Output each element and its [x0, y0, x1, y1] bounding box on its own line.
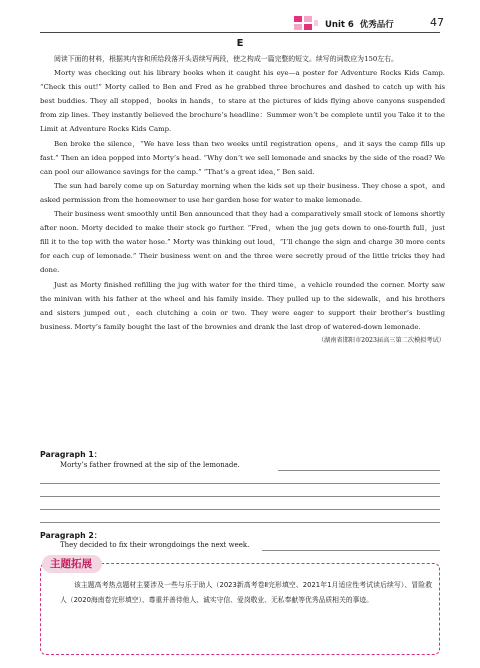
passage-paragraph: The sun had barely come up on Saturday morning when the kids set up their business. They chose a spot，and asked permission from the homeowner to use her garden hose for water to make lemonade. — [40, 181, 445, 204]
unit-label: Unit 6 — [325, 20, 354, 30]
unit-theme: 优秀品行 — [359, 20, 394, 30]
paragraph1-starter: Morty’s father frowned at the sip of the lemonade. — [60, 461, 240, 469]
writing-line[interactable] — [278, 470, 440, 471]
header-decoration-icon — [294, 16, 318, 30]
reading-passage — [40, 52, 445, 348]
theme-extension-box — [40, 563, 440, 655]
passage-paragraph: Ben broke the silence，“We have less than two weeks until registration opens，and it says the camp fills up fast.” Then an idea popped into Morty’s head. “Why don’t we sell lemonade and snacks by the side of the road? We can pool our allowance savings for the camp.” “That’s a great idea，” Ben said. — [40, 139, 445, 176]
writing-line[interactable] — [40, 483, 440, 484]
writing-line[interactable] — [40, 509, 440, 510]
running-header — [325, 18, 394, 30]
passage-paragraph: Morty was checking out his library books when it caught his eye—a poster for Adventure Rocks Kids Camp. “Check this out!” Morty called to Ben and Fred as he grabbed three brochures and dashed to catch up with his best buddies. They all stopped，books in hands，to stare at the pictures of kids flying above canyons suspended from zip lines. They instantly believed the brochure’s headline：Summer won’t be complete until you Take it to the Limit at Adventure Rocks Kids Camp. — [40, 69, 445, 134]
passage-paragraph: Just as Morty finished refilling the jug with water for the third time，a vehicle rounded the corner. Morty saw the minivan with his father at the wheel and his family inside. They pulled up to the sidewalk，and his brothers and sisters jumped out，each clutching a coin or two. They were eager to support their brother’s bustling business. Morty’s family bought the last of the brownies and drank the last drop of watered-down lemonade. — [40, 280, 445, 331]
writing-line[interactable] — [40, 496, 440, 497]
paragraph2-starter: They decided to fix their wrongdoings the next week. — [60, 541, 250, 549]
theme-extension-text: 该主题高考热点题材主要涉及一些与乐于助人（2023新高考卷Ⅱ完形填空、2021年1月适应性考试读后续写）、冒险救人（2020海南卷完形填空）、尊重并善待他人、诚实守信、爱岗敬业、无私奉献等优秀品质相关的事迹。 — [60, 581, 432, 604]
instructions: 阅读下面的材料，根据其内容和所给段落开头语续写两段，使之构成一篇完整的短文。续写的词数应为150左右。 — [54, 55, 398, 63]
source-citation: （湖南省邯阳市2023届高三第二次模拟考试） — [317, 336, 445, 344]
section-letter: E — [236, 38, 244, 49]
paragraph2-heading: Paragraph 2： — [40, 531, 102, 540]
header-divider — [40, 32, 440, 33]
passage-paragraph: Their business went smoothly until Ben announced that they had a comparatively small stock of lemons shortly after noon. Morty decided to make their stock go further. “Fred，when the jug gets down to one-fourth full，just fill it to the top with the water hose.” Morty was thinking out loud，“I’ll change the sign and charge 30 more cents for each cup of lemonade.” Their business went on and the three were secretly proud of the little tricks they had done. — [40, 210, 445, 275]
writing-line[interactable] — [40, 522, 440, 523]
theme-extension-title: 主题拓展 — [42, 555, 102, 573]
paragraph1-heading: Paragraph 1： — [40, 450, 102, 459]
page-number: 47 — [430, 16, 444, 29]
writing-line[interactable] — [262, 550, 440, 551]
